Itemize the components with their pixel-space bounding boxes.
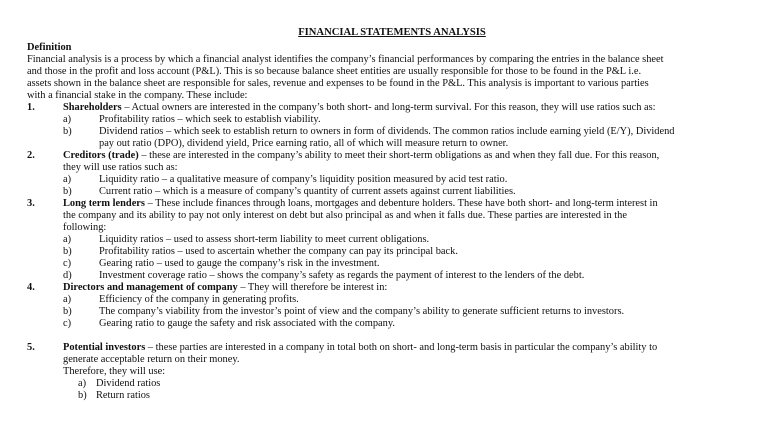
definition-heading: Definition bbox=[27, 42, 72, 53]
section-text: – these parties are interested in a company in total both on short- and long-term basis in particular the company’s ability to bbox=[147, 342, 658, 353]
section-number: 3. bbox=[27, 198, 35, 209]
intro-line: assets shown in the balance sheet are responsible for sales, revenue and expenses to be found in the P&L. This analysis is important to various parties bbox=[27, 78, 649, 89]
section-text: following: bbox=[63, 222, 107, 233]
section-shareholders bbox=[63, 102, 656, 114]
section-number: 4. bbox=[27, 282, 35, 293]
section-heading: Potential investors bbox=[63, 342, 146, 353]
item-text: Profitability ratios – used to ascertain whether the company can pay its principal back. bbox=[99, 246, 458, 257]
section-long-term-lenders bbox=[63, 198, 658, 210]
item-label: b) bbox=[78, 390, 87, 401]
item-label: b) bbox=[63, 126, 72, 137]
item-label: a) bbox=[63, 114, 72, 125]
item-text: Profitability ratios – which seek to establish viability. bbox=[99, 114, 321, 125]
section-number: 2. bbox=[27, 150, 35, 161]
section-text: – These include finances through loans, mortgages and debenture holders. These have both short- and long-term interest in bbox=[147, 198, 658, 209]
item-text: Liquidity ratios – used to assess short-term liability to meet current obligations. bbox=[99, 234, 430, 245]
item-label: d) bbox=[63, 270, 72, 281]
item-label: a) bbox=[63, 174, 72, 185]
intro-line: and those in the profit and loss account (P&L). This is so because balance sheet entities are usually responsible for those to be found in the P&L i.e. bbox=[27, 66, 642, 77]
section-text: – Actual owners are interested in the company’s both short- and long-term survival. For this reason, they will use ratios such as: bbox=[124, 102, 656, 113]
section-potential-investors bbox=[63, 342, 657, 354]
item-text: Dividend ratios – which seek to establish return to owners in form of dividends. The common ratios include earning yield (E/Y), Dividend bbox=[99, 126, 675, 137]
item-text: Investment coverage ratio – shows the company’s safety as regards the payment of interest to the lenders of the debt. bbox=[99, 270, 585, 281]
item-text: Dividend ratios bbox=[96, 378, 161, 389]
item-label: b) bbox=[63, 306, 72, 317]
section-text: – They will therefore be interest in: bbox=[240, 282, 388, 293]
section-text: – these are interested in the company’s ability to meet their short-term obligations as and when they fall due. For this reason, bbox=[141, 150, 660, 161]
section-number: 1. bbox=[27, 102, 35, 113]
item-label: c) bbox=[63, 258, 72, 269]
section-number: 5. bbox=[27, 342, 35, 353]
section-text: they will use ratios such as: bbox=[63, 162, 178, 173]
section-heading: Shareholders bbox=[63, 102, 122, 113]
item-text: The company’s viability from the investor’s point of view and the company’s ability to generate sufficient returns to investors. bbox=[99, 306, 625, 317]
item-text: Current ratio – which is a measure of company’s quantity of current assets against current liabilities. bbox=[99, 186, 516, 197]
section-text: Therefore, they will use: bbox=[63, 366, 166, 377]
item-label: a) bbox=[63, 234, 72, 245]
item-label: b) bbox=[63, 246, 72, 257]
document-title: FINANCIAL STATEMENTS ANALYSIS bbox=[298, 27, 486, 38]
item-text: Return ratios bbox=[96, 390, 150, 401]
item-label: a) bbox=[63, 294, 72, 305]
item-text: Efficiency of the company in generating profits. bbox=[99, 294, 299, 305]
section-heading: Long term lenders bbox=[63, 198, 145, 209]
intro-line: Financial analysis is a process by which a financial analyst identifies the company’s financial performances by comparing the entries in the balance sheet bbox=[27, 54, 664, 65]
item-text: pay out ratio (DPO), dividend yield, Price earning ratio, all of which will measure return to owner. bbox=[99, 138, 509, 149]
section-directors bbox=[63, 282, 387, 294]
intro-line: with a financial stake in the company. These include: bbox=[27, 90, 248, 101]
item-text: Gearing ratio to gauge the safety and risk associated with the company. bbox=[99, 318, 395, 329]
item-label: a) bbox=[78, 378, 87, 389]
item-text: Liquidity ratio – a qualitative measure of company’s liquidity position measured by acid test ratio. bbox=[99, 174, 508, 185]
section-text: generate acceptable return on their money. bbox=[63, 354, 240, 365]
section-creditors bbox=[63, 150, 659, 162]
item-label: c) bbox=[63, 318, 72, 329]
section-heading: Creditors (trade) bbox=[63, 150, 139, 161]
section-text: the company and its ability to pay not only interest on debt but also principal as and when it falls due. These parties are interested in the bbox=[63, 210, 627, 221]
item-text: Gearing ratio – used to gauge the company’s risk in the investment. bbox=[99, 258, 380, 269]
section-heading: Directors and management of company bbox=[63, 282, 238, 293]
item-label: b) bbox=[63, 186, 72, 197]
